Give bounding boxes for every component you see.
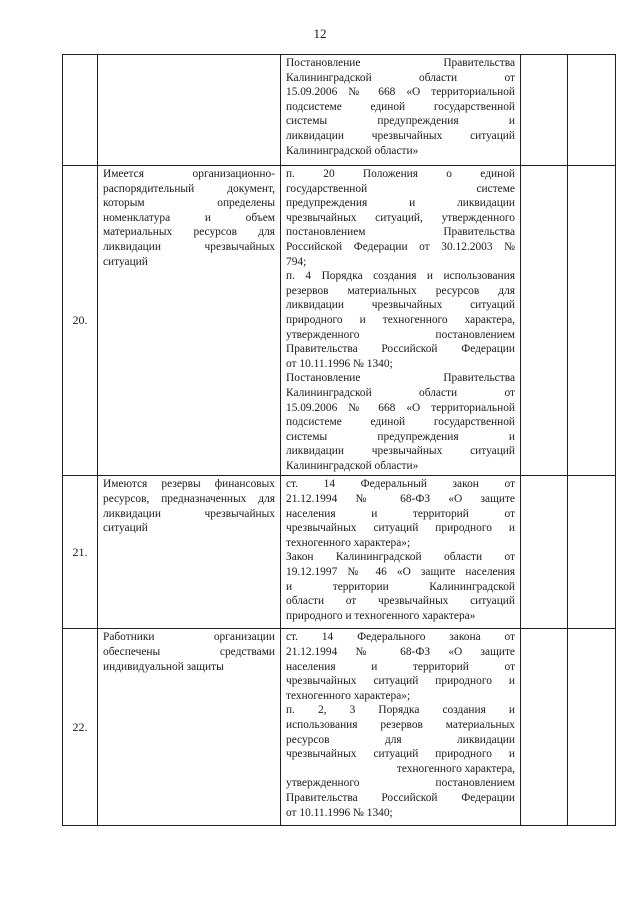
answer-no-cell bbox=[568, 55, 616, 166]
legal-basis-line: Правительства Российской Федерации bbox=[286, 343, 515, 356]
table-row bbox=[63, 166, 616, 476]
checklist-table bbox=[62, 54, 616, 826]
legal-basis-line: ликвидации чрезвычайных ситуаций bbox=[286, 299, 515, 312]
legal-basis-line: населения и территорий от bbox=[286, 660, 515, 673]
legal-basis-line: 21.12.1994 № 68-ФЗ «О защите bbox=[286, 646, 515, 659]
legal-basis-line: ресурсов для ликвидации bbox=[286, 733, 515, 746]
requirement-line: ресурсов, предназначенных для bbox=[103, 493, 275, 506]
row-number: 21. bbox=[63, 476, 98, 629]
requirement-cell bbox=[98, 476, 281, 629]
legal-basis-line: Постановление Правительства bbox=[286, 57, 515, 69]
legal-basis-line: Калининградской области» bbox=[286, 144, 419, 157]
answer-yes-cell bbox=[521, 55, 568, 166]
row-number: 20. bbox=[63, 166, 98, 476]
table-row bbox=[63, 629, 616, 826]
legal-basis-line: системы предупреждения и bbox=[286, 115, 515, 128]
answer-yes-cell bbox=[521, 629, 568, 826]
legal-basis-line: утвержденного постановлением bbox=[286, 777, 515, 790]
requirement-line: ситуаций bbox=[103, 522, 148, 535]
requirement-cell bbox=[98, 629, 281, 826]
row-number bbox=[63, 55, 98, 166]
legal-basis-cell bbox=[281, 166, 521, 476]
legal-basis-line: природного и техногенного характера, bbox=[286, 313, 515, 326]
legal-basis-line: чрезвычайных ситуаций природного и bbox=[286, 675, 515, 688]
legal-basis-line: государственной системе bbox=[286, 182, 515, 195]
legal-basis-line: техногенного характера»; bbox=[286, 689, 411, 702]
legal-basis-line: населения и территорий от bbox=[286, 507, 515, 520]
legal-basis-line: от 10.11.1996 № 1340; bbox=[286, 357, 393, 370]
legal-basis-line: от 10.11.1996 № 1340; bbox=[286, 806, 393, 819]
legal-basis-line: чрезвычайных ситуаций природного и bbox=[286, 748, 515, 761]
legal-basis-line: Правительства Российской Федерации bbox=[286, 792, 515, 804]
legal-basis-line: утвержденного постановлением bbox=[286, 328, 515, 341]
requirement-line: ликвидации чрезвычайных bbox=[103, 507, 275, 520]
requirement-line: Имеется организационно- bbox=[103, 168, 275, 180]
legal-basis-line: подсистеме единой государственной bbox=[286, 416, 515, 429]
requirement-line: ситуаций bbox=[103, 255, 148, 268]
answer-no-cell bbox=[568, 166, 616, 476]
requirement-line: индивидуальной защиты bbox=[103, 660, 224, 673]
requirement-line: номенклатура и объем bbox=[103, 211, 275, 224]
legal-basis-line: п. 4 Порядка создания и использования bbox=[286, 270, 515, 283]
legal-basis-line: 21.12.1994 № 68-ФЗ «О защите bbox=[286, 493, 515, 506]
answer-yes-cell bbox=[521, 166, 568, 476]
answer-no-cell bbox=[568, 476, 616, 629]
table-row bbox=[63, 55, 616, 166]
legal-basis-line: природного и техногенного характера» bbox=[286, 609, 476, 622]
legal-basis-line: предупреждения и ликвидации bbox=[286, 197, 515, 210]
requirement-line: ликвидации чрезвычайных bbox=[103, 240, 275, 253]
legal-basis-line: 794; bbox=[286, 255, 307, 268]
requirement-line: которым определены bbox=[103, 197, 275, 210]
legal-basis-cell bbox=[281, 476, 521, 629]
requirement-cell bbox=[98, 166, 281, 476]
legal-basis-line: 15.09.2006 № 668 «О территориальной bbox=[286, 401, 515, 414]
legal-basis-line: подсистеме единой государственной bbox=[286, 100, 515, 113]
legal-basis-line: системы предупреждения и bbox=[286, 430, 515, 443]
answer-yes-cell bbox=[521, 476, 568, 629]
legal-basis-line: ликвидации чрезвычайных ситуаций bbox=[286, 129, 515, 142]
legal-basis-line: резервов материальных ресурсов для bbox=[286, 284, 515, 297]
legal-basis-line: 15.09.2006 № 668 «О территориальной bbox=[286, 86, 515, 99]
legal-basis-line: п. 2, 3 Порядка создания и bbox=[286, 704, 515, 717]
legal-basis-line: ликвидации чрезвычайных ситуаций bbox=[286, 445, 515, 458]
legal-basis-line: п. 20 Положения о единой bbox=[286, 168, 515, 180]
legal-basis-line: чрезвычайных ситуаций природного и bbox=[286, 522, 515, 535]
legal-basis-line: Калининградской области от bbox=[286, 71, 515, 84]
legal-basis-line: техногенного характера, bbox=[396, 762, 515, 775]
legal-basis-cell bbox=[281, 55, 521, 166]
legal-basis-line: чрезвычайных ситуаций, утвержденного bbox=[286, 211, 515, 224]
legal-basis-line: использования резервов материальных bbox=[286, 719, 515, 732]
requirement-line: обеспечены средствами bbox=[103, 646, 275, 659]
table-row bbox=[63, 476, 616, 629]
legal-basis-line: Калининградской области» bbox=[286, 459, 419, 472]
answer-no-cell bbox=[568, 629, 616, 826]
legal-basis-line: Российской Федерации от 30.12.2003 № bbox=[286, 240, 515, 253]
row-number: 22. bbox=[63, 629, 98, 826]
requirement-cell bbox=[98, 55, 281, 166]
legal-basis-line: ст. 14 Федерального закона от bbox=[286, 631, 515, 644]
requirement-line: Имеются резервы финансовых bbox=[103, 478, 275, 491]
legal-basis-line: области от чрезвычайных ситуаций bbox=[286, 595, 515, 608]
page-number: 12 bbox=[313, 26, 327, 41]
legal-basis-line: Калининградской области от bbox=[286, 386, 515, 399]
legal-basis-line: Постановление Правительства bbox=[286, 372, 515, 385]
requirement-line: Работники организации bbox=[103, 631, 275, 644]
legal-basis-line: Закон Калининградской области от bbox=[286, 551, 515, 564]
legal-basis-cell bbox=[281, 629, 521, 826]
legal-basis-line: ст. 14 Федеральный закон от bbox=[286, 478, 515, 491]
legal-basis-line: постановлением Правительства bbox=[286, 226, 515, 239]
legal-basis-line: 19.12.1997 № 46 «О защите населения bbox=[286, 566, 515, 579]
legal-basis-line: техногенного характера»; bbox=[286, 536, 411, 549]
legal-basis-line: и территории Калининградской bbox=[286, 580, 515, 593]
requirement-line: материальных ресурсов для bbox=[103, 226, 275, 239]
requirement-line: распорядительный документ, bbox=[103, 182, 275, 195]
